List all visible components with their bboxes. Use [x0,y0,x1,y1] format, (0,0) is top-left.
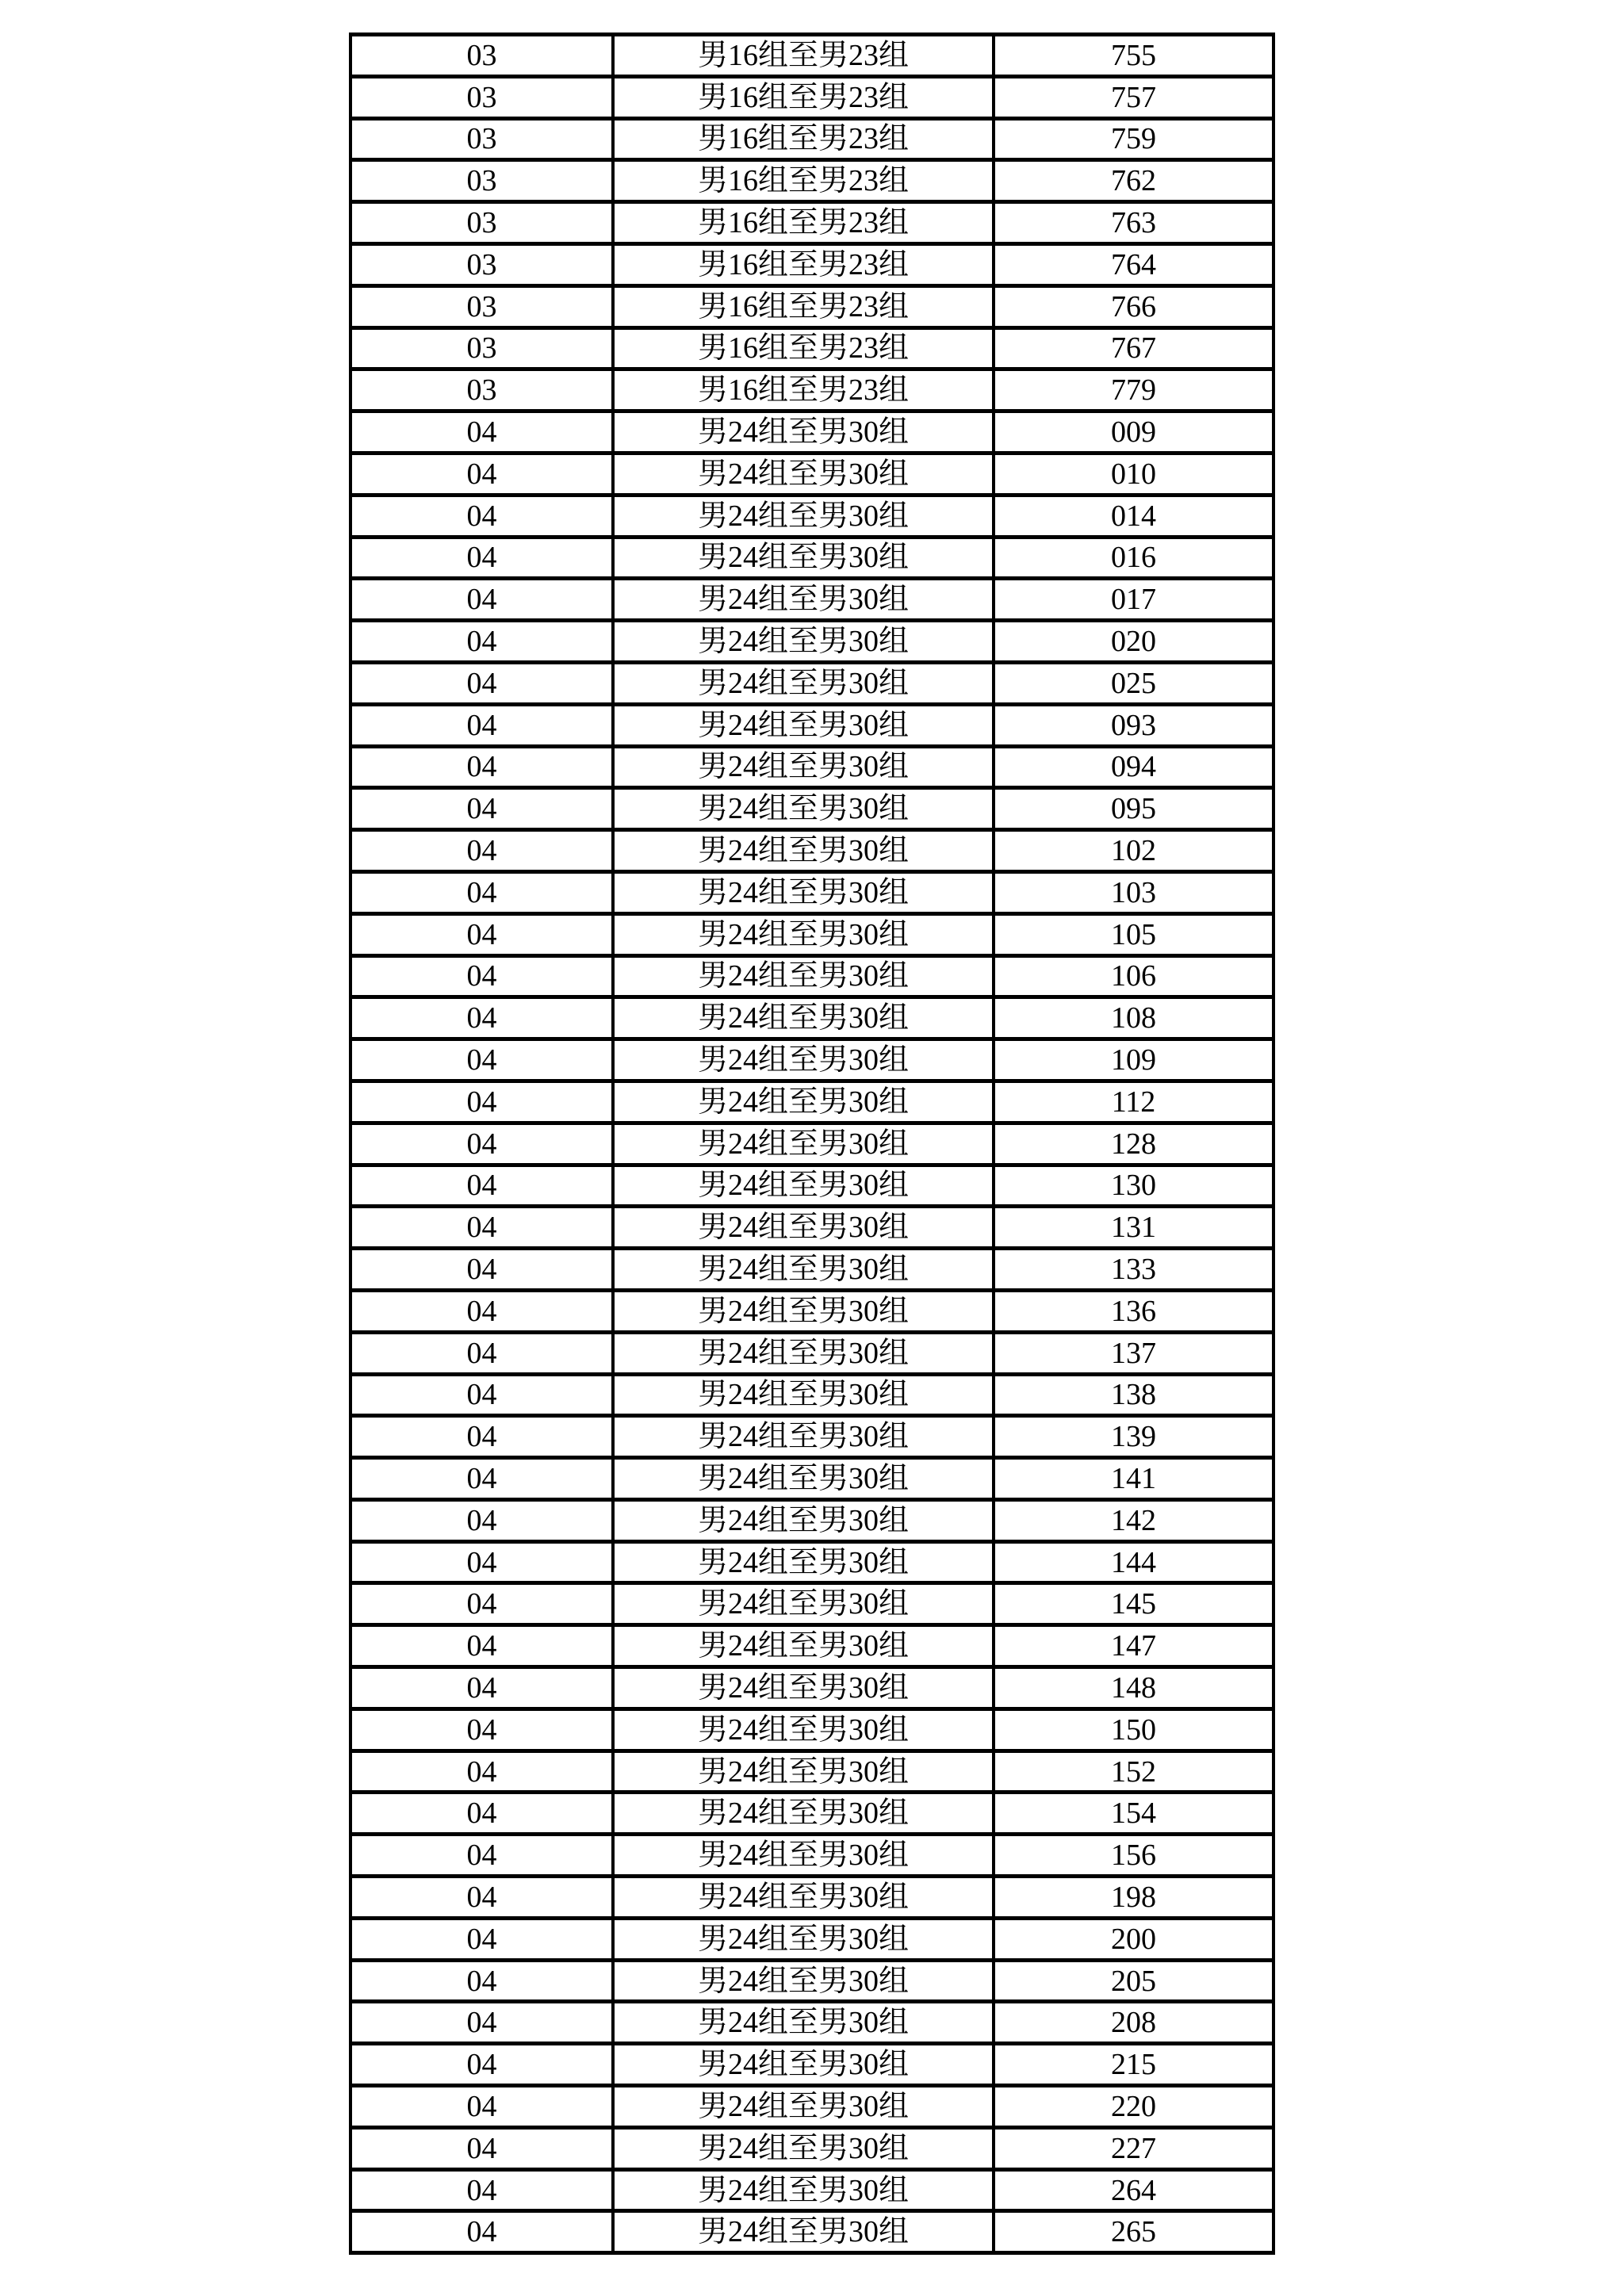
group-range-cell: 男24组至男30组 [613,1877,994,1919]
number-cell: 010 [994,453,1274,495]
number-cell: 112 [994,1081,1274,1123]
group-range-cell: 男24组至男30组 [613,1918,994,1960]
table-row [350,746,1274,788]
number-cell: 014 [994,495,1274,537]
number-cell: 144 [994,1541,1274,1583]
number-cell: 139 [994,1416,1274,1458]
group-range-cell: 男24组至男30组 [613,1039,994,1081]
group-range-cell: 男24组至男30组 [613,1625,994,1667]
code-cell: 04 [350,1123,613,1165]
number-cell: 103 [994,871,1274,913]
number-cell: 141 [994,1458,1274,1500]
table-row [350,2002,1274,2044]
group-range-cell: 男24组至男30组 [613,579,994,621]
code-cell: 03 [350,160,613,202]
code-cell: 04 [350,1416,613,1458]
group-range-cell: 男24组至男30组 [613,2002,994,2044]
code-cell: 04 [350,1249,613,1291]
table-row [350,2127,1274,2169]
code-cell: 04 [350,704,613,746]
number-cell: 138 [994,1374,1274,1416]
code-cell: 04 [350,1374,613,1416]
number-cell: 156 [994,1835,1274,1877]
table-row [350,1165,1274,1207]
group-range-cell: 男24组至男30组 [613,871,994,913]
number-cell: 762 [994,160,1274,202]
group-range-cell: 男24组至男30组 [613,2211,994,2253]
code-cell: 03 [350,35,613,77]
table-row [350,285,1274,327]
table-row [350,1583,1274,1625]
code-cell: 04 [350,2169,613,2211]
table-row [350,1709,1274,1751]
group-range-cell: 男24组至男30组 [613,997,994,1039]
code-cell: 04 [350,1625,613,1667]
table-row [350,76,1274,118]
group-range-cell: 男24组至男30组 [613,2169,994,2211]
code-cell: 04 [350,1081,613,1123]
group-range-cell: 男24组至男30组 [613,662,994,704]
group-range-cell: 男24组至男30组 [613,1081,994,1123]
number-cell: 767 [994,327,1274,369]
group-range-cell: 男24组至男30组 [613,1123,994,1165]
table-row [350,327,1274,369]
code-cell: 04 [350,1499,613,1541]
table-row [350,913,1274,955]
group-range-cell: 男16组至男23组 [613,35,994,77]
number-cell: 205 [994,1960,1274,2002]
code-cell: 04 [350,1751,613,1793]
group-range-cell: 男24组至男30组 [613,1709,994,1751]
number-cell: 759 [994,118,1274,160]
code-cell: 04 [350,2211,613,2253]
code-cell: 04 [350,1541,613,1583]
table-row [350,1207,1274,1249]
number-cell: 093 [994,704,1274,746]
number-cell: 227 [994,2127,1274,2169]
group-range-cell: 男24组至男30组 [613,537,994,579]
number-cell: 755 [994,35,1274,77]
table-row [350,830,1274,872]
code-cell: 04 [350,411,613,453]
group-range-cell: 男24组至男30组 [613,1960,994,2002]
group-range-cell: 男24组至男30组 [613,1667,994,1709]
group-range-cell: 男24组至男30组 [613,495,994,537]
code-cell: 04 [350,1709,613,1751]
table-row [350,2086,1274,2128]
number-cell: 220 [994,2086,1274,2128]
table-row [350,369,1274,411]
table-row [350,1541,1274,1583]
table-row [350,1499,1274,1541]
number-cell: 145 [994,1583,1274,1625]
code-cell: 04 [350,871,613,913]
number-cell: 102 [994,830,1274,872]
number-cell: 016 [994,537,1274,579]
number-cell: 779 [994,369,1274,411]
code-cell: 03 [350,285,613,327]
number-cell: 764 [994,243,1274,285]
number-cell: 009 [994,411,1274,453]
group-range-cell: 男16组至男23组 [613,327,994,369]
table-row [350,2044,1274,2086]
group-range-cell: 男24组至男30组 [613,955,994,997]
code-cell: 04 [350,788,613,830]
group-range-cell: 男24组至男30组 [613,1541,994,1583]
table-row [350,1374,1274,1416]
code-cell: 04 [350,746,613,788]
number-cell: 147 [994,1625,1274,1667]
table-row [350,243,1274,285]
code-cell: 04 [350,955,613,997]
group-range-cell: 男16组至男23组 [613,285,994,327]
code-cell: 04 [350,1332,613,1374]
table-row [350,1039,1274,1081]
group-range-cell: 男24组至男30组 [613,1499,994,1541]
table-row [350,1877,1274,1919]
code-cell: 04 [350,1667,613,1709]
group-roster-table [349,33,1275,2255]
group-range-cell: 男24组至男30组 [613,453,994,495]
number-cell: 131 [994,1207,1274,1249]
group-range-cell: 男16组至男23组 [613,202,994,244]
table-row [350,1918,1274,1960]
group-range-cell: 男24组至男30组 [613,411,994,453]
number-cell: 020 [994,621,1274,663]
table-row [350,1625,1274,1667]
table-row [350,118,1274,160]
number-cell: 766 [994,285,1274,327]
table-row [350,1458,1274,1500]
number-cell: 215 [994,2044,1274,2086]
table-row [350,1332,1274,1374]
code-cell: 04 [350,2127,613,2169]
table-row [350,871,1274,913]
table-row [350,579,1274,621]
code-cell: 04 [350,1207,613,1249]
table-row [350,1123,1274,1165]
group-range-cell: 男24组至男30组 [613,788,994,830]
code-cell: 04 [350,1458,613,1500]
table-row [350,1081,1274,1123]
table-row [350,160,1274,202]
number-cell: 108 [994,997,1274,1039]
table-row [350,1249,1274,1291]
code-cell: 04 [350,1960,613,2002]
table-row [350,788,1274,830]
table-row [350,662,1274,704]
number-cell: 757 [994,76,1274,118]
code-cell: 03 [350,118,613,160]
number-cell: 150 [994,1709,1274,1751]
code-cell: 04 [350,495,613,537]
number-cell: 025 [994,662,1274,704]
code-cell: 04 [350,830,613,872]
table-row [350,1835,1274,1877]
group-range-cell: 男24组至男30组 [613,1583,994,1625]
table-row [350,1960,1274,2002]
number-cell: 106 [994,955,1274,997]
group-range-cell: 男24组至男30组 [613,1374,994,1416]
number-cell: 148 [994,1667,1274,1709]
code-cell: 04 [350,662,613,704]
number-cell: 264 [994,2169,1274,2211]
group-range-cell: 男24组至男30组 [613,1793,994,1835]
code-cell: 04 [350,1877,613,1919]
group-range-cell: 男24组至男30组 [613,1165,994,1207]
code-cell: 03 [350,327,613,369]
group-range-cell: 男24组至男30组 [613,1249,994,1291]
code-cell: 04 [350,1583,613,1625]
number-cell: 130 [994,1165,1274,1207]
table-row [350,955,1274,997]
group-range-cell: 男24组至男30组 [613,621,994,663]
code-cell: 03 [350,202,613,244]
number-cell: 763 [994,202,1274,244]
table-row [350,495,1274,537]
group-range-cell: 男24组至男30组 [613,1751,994,1793]
number-cell: 095 [994,788,1274,830]
number-cell: 142 [994,1499,1274,1541]
table-row [350,1793,1274,1835]
number-cell: 105 [994,913,1274,955]
number-cell: 200 [994,1918,1274,1960]
code-cell: 04 [350,579,613,621]
table-row [350,537,1274,579]
code-cell: 04 [350,453,613,495]
code-cell: 03 [350,76,613,118]
code-cell: 04 [350,1165,613,1207]
code-cell: 03 [350,243,613,285]
group-range-cell: 男24组至男30组 [613,1207,994,1249]
group-range-cell: 男16组至男23组 [613,118,994,160]
number-cell: 137 [994,1332,1274,1374]
table-row [350,1751,1274,1793]
number-cell: 265 [994,2211,1274,2253]
code-cell: 04 [350,537,613,579]
table-body [350,35,1274,2253]
group-range-cell: 男24组至男30组 [613,1458,994,1500]
code-cell: 04 [350,913,613,955]
code-cell: 04 [350,1039,613,1081]
group-range-cell: 男24组至男30组 [613,704,994,746]
group-range-cell: 男24组至男30组 [613,913,994,955]
group-range-cell: 男24组至男30组 [613,1332,994,1374]
table-row [350,2211,1274,2253]
table-row [350,1416,1274,1458]
table-row [350,453,1274,495]
table-row [350,1290,1274,1332]
group-range-cell: 男24组至男30组 [613,1290,994,1332]
number-cell: 208 [994,2002,1274,2044]
group-range-cell: 男24组至男30组 [613,746,994,788]
table-row [350,1667,1274,1709]
table-row [350,411,1274,453]
number-cell: 017 [994,579,1274,621]
code-cell: 04 [350,621,613,663]
table-row [350,997,1274,1039]
table-row [350,704,1274,746]
number-cell: 154 [994,1793,1274,1835]
group-range-cell: 男24组至男30组 [613,830,994,872]
code-cell: 04 [350,2002,613,2044]
table-row [350,35,1274,77]
group-range-cell: 男16组至男23组 [613,76,994,118]
number-cell: 152 [994,1751,1274,1793]
table-row [350,2169,1274,2211]
group-range-cell: 男16组至男23组 [613,243,994,285]
code-cell: 04 [350,1918,613,1960]
group-range-cell: 男24组至男30组 [613,2127,994,2169]
group-range-cell: 男24组至男30组 [613,2044,994,2086]
group-range-cell: 男16组至男23组 [613,369,994,411]
number-cell: 128 [994,1123,1274,1165]
number-cell: 133 [994,1249,1274,1291]
group-range-cell: 男16组至男23组 [613,160,994,202]
group-range-cell: 男24组至男30组 [613,1416,994,1458]
table-row [350,621,1274,663]
code-cell: 04 [350,2086,613,2128]
code-cell: 04 [350,1835,613,1877]
code-cell: 04 [350,1793,613,1835]
code-cell: 03 [350,369,613,411]
number-cell: 094 [994,746,1274,788]
group-range-cell: 男24组至男30组 [613,1835,994,1877]
code-cell: 04 [350,2044,613,2086]
number-cell: 198 [994,1877,1274,1919]
number-cell: 136 [994,1290,1274,1332]
number-cell: 109 [994,1039,1274,1081]
table-row [350,202,1274,244]
code-cell: 04 [350,1290,613,1332]
code-cell: 04 [350,997,613,1039]
group-range-cell: 男24组至男30组 [613,2086,994,2128]
